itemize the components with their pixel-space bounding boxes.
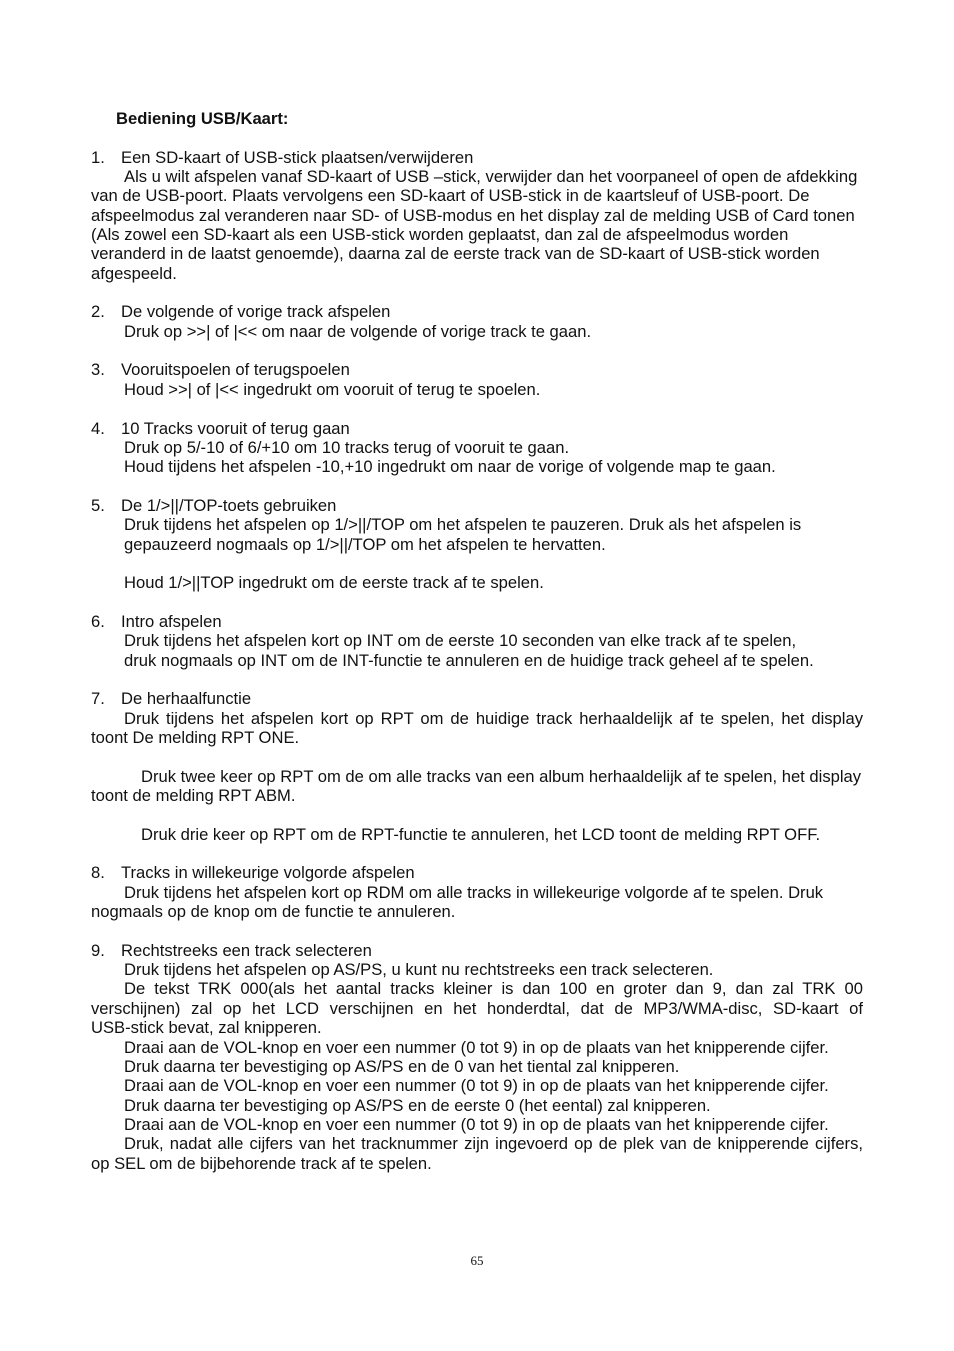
item-header [0, 941, 954, 960]
item-text-line: afspeelmodus zal veranderen naar SD- of USB-modus en het display zal de melding USB of Card tonen [91, 205, 855, 225]
item-text-line: Druk op >>| of |<< om naar de volgende of vorige track te gaan. [124, 321, 592, 341]
list-item-3 [0, 360, 954, 399]
item-text-line: op SEL om de bijbehorende track af te spelen. [91, 1153, 432, 1173]
page-number: 65 [470, 1253, 484, 1268]
item-header [0, 863, 954, 882]
item-header [0, 302, 954, 321]
item-text-line: Druk drie keer op RPT om de RPT-functie te annuleren, het LCD toont de melding RPT OFF. [141, 824, 821, 844]
list-item-6 [0, 612, 954, 670]
item-text-line: Draai aan de VOL-knop en voer een nummer (0 tot 9) in op de plaats van het knipperende cijfer. [124, 1114, 829, 1134]
item-header [0, 612, 954, 631]
item-text-line: Houd tijdens het afspelen -10,+10 ingedrukt om naar de vorige of volgende map te gaan. [124, 457, 776, 477]
item-number: 8. [91, 863, 105, 883]
item-text-line: Draai aan de VOL-knop en voer een nummer (0 tot 9) in op de plaats van het knipperende cijfer. [124, 1037, 829, 1057]
list-item-1 [0, 148, 954, 283]
item-title: De herhaalfunctie [121, 689, 252, 709]
item-title: Rechtstreeks een track selecteren [121, 940, 372, 960]
item-text-line: nogmaals op de knop om de functie te annuleren. [91, 902, 456, 922]
item-header [0, 419, 954, 438]
item-title: De 1/>||/TOP-toets gebruiken [121, 495, 337, 515]
item-text-line: Druk tijdens het afspelen op 1/>||/TOP om het afspelen te pauzeren. Druk als het afspelen is [124, 515, 802, 535]
item-text-line: De tekst TRK 000(als het aantal tracks kleiner is dan 100 en groter dan 9, dan zal TRK 00 [124, 979, 863, 999]
item-header [0, 148, 954, 167]
item-text-line: Druk tijdens het afspelen kort op INT om de eerste 10 seconden van elke track af te spelen, [124, 631, 797, 651]
item-text-line: verschijnen) zal op het LCD verschijnen en het honderdtal, dat de MP3/WMA-disc, SD-kaart of [91, 998, 863, 1018]
item-text-line: Houd 1/>||TOP ingedrukt om de eerste track af te spelen. [124, 573, 544, 593]
item-text-line: USB-stick bevat, zal knipperen. [91, 1018, 322, 1038]
item-number: 7. [91, 689, 105, 709]
list-item-7 [0, 689, 954, 844]
item-title: De volgende of vorige track afspelen [121, 302, 391, 322]
list-item-2 [0, 302, 954, 341]
item-title: 10 Tracks vooruit of terug gaan [121, 418, 350, 438]
item-text-line: Druk op 5/-10 of 6/+10 om 10 tracks terug of vooruit te gaan. [124, 437, 570, 457]
item-title: Tracks in willekeurige volgorde afspelen [121, 863, 415, 883]
item-title: Vooruitspoelen of terugspoelen [121, 360, 350, 380]
item-number: 6. [91, 611, 105, 631]
item-text-line: Druk daarna ter bevestiging op AS/PS en de eerste 0 (het eental) zal knipperen. [124, 1095, 711, 1115]
list-item-5 [0, 496, 954, 593]
list-item-4 [0, 419, 954, 477]
item-text-line: toont De melding RPT ONE. [91, 728, 300, 747]
item-text-line: Druk tijdens het afspelen op AS/PS, u kunt nu rechtstreeks een track selecteren. [124, 960, 714, 980]
item-text-line: druk nogmaals op INT om de INT-functie te annuleren en de huidige track geheel af te spelen. [124, 650, 814, 670]
document-body [0, 109, 954, 1173]
item-text-line: gepauzeerd nogmaals op 1/>||/TOP om het afspelen te hervatten. [124, 534, 606, 554]
item-text-line: Druk daarna ter bevestiging op AS/PS en de 0 van het tiental zal knipperen. [124, 1056, 680, 1076]
item-text-line: Druk tijdens het afspelen kort op RPT om de huidige track herhaaldelijk af te spelen, het display [124, 708, 863, 728]
item-number: 3. [91, 360, 105, 380]
item-header [0, 496, 954, 515]
item-text-line: van de USB-poort. Plaats vervolgens een SD-kaart of USB-stick in de kaartsleuf of USB-poort. De [91, 186, 810, 206]
item-number: 9. [91, 940, 105, 960]
item-header [0, 689, 954, 708]
item-text-line: Draai aan de VOL-knop en voer een nummer (0 tot 9) in op de plaats van het knipperende cijfer. [124, 1076, 829, 1096]
item-text-line: Druk twee keer op RPT om de om alle tracks van een album herhaaldelijk af te spelen, het display [141, 766, 862, 786]
item-text-line: toont de melding RPT ABM. [91, 786, 296, 806]
item-text-line: Houd >>| of |<< ingedrukt om vooruit of terug te spoelen. [124, 379, 541, 399]
item-number: 1. [91, 147, 105, 167]
item-text-line: afgespeeld. [91, 263, 177, 283]
item-text-line: veranderd in de laatst genoemde), daarna zal de eerste track van de SD-kaart of USB-stick worden [91, 244, 820, 264]
item-text-line: Druk, nadat alle cijfers van het tracknummer zijn ingevoerd op de plek van de knipperende cijfers, [124, 1134, 863, 1154]
item-text-line: Als u wilt afspelen vanaf SD-kaart of USB –stick, verwijder dan het voorpaneel of open de afdekking [124, 167, 858, 187]
item-number: 5. [91, 495, 105, 515]
item-title: Een SD-kaart of USB-stick plaatsen/verwijderen [121, 147, 474, 167]
list-item-9 [0, 941, 954, 1173]
item-header [0, 360, 954, 379]
item-number: 4. [91, 418, 105, 438]
item-text-line: Druk tijdens het afspelen kort op RDM om alle tracks in willekeurige volgorde af te spelen. Druk [124, 882, 824, 902]
section-heading: Bediening USB/Kaart: [116, 109, 289, 128]
list-item-8 [0, 863, 954, 921]
item-title: Intro afspelen [121, 611, 222, 631]
item-text-line: (Als zowel een SD-kaart als een USB-stick worden geplaatst, dan zal de afspeelmodus worden [91, 225, 789, 245]
item-number: 2. [91, 302, 105, 322]
